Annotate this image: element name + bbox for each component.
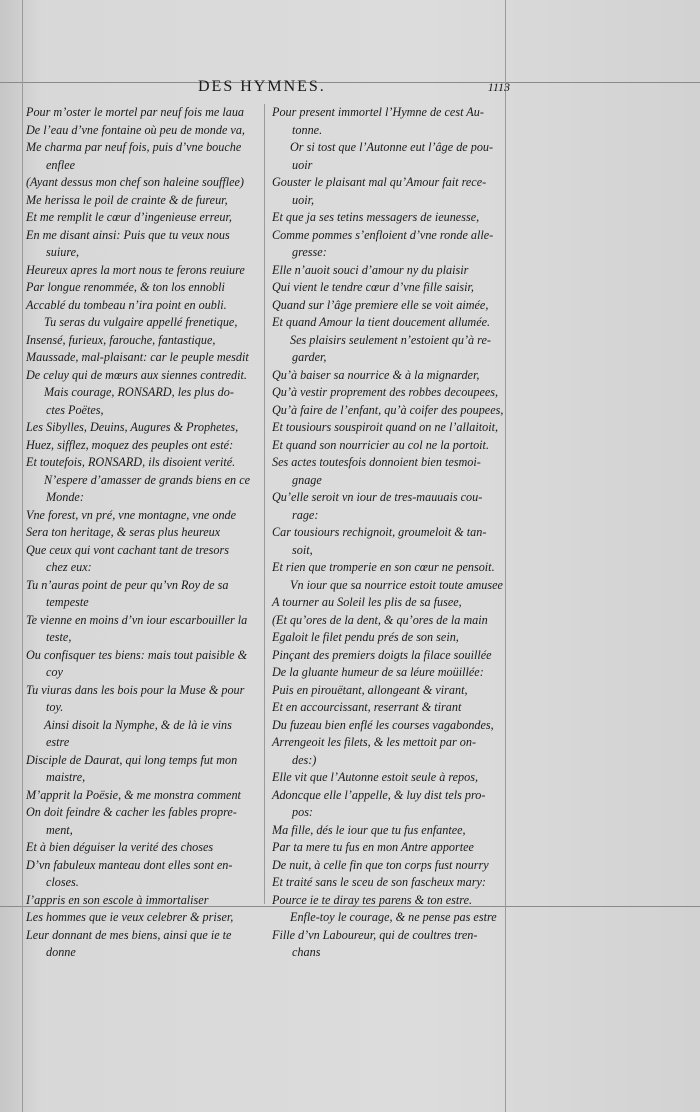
verse-line: ctes Poëtes, bbox=[46, 402, 104, 417]
verse-line: Qu’elle seroit vn iour de tres-mauuais cou- bbox=[272, 490, 483, 504]
verse-line: (Ayant dessus mon chef son haleine soufflee) bbox=[26, 175, 244, 189]
verse-line: De l’eau d’vne fontaine où peu de monde va, bbox=[26, 122, 245, 137]
verse-line: Qu’à vestir proprement des robbes decoupees, bbox=[272, 385, 499, 399]
page-number: 1113 bbox=[487, 80, 510, 94]
verse-line: De nuit, à celle fin que ton corps fust nourry bbox=[272, 857, 489, 872]
verse-line: Car tousiours rechignoit, groumeloit & tan- bbox=[272, 525, 487, 539]
verse-line: soit, bbox=[292, 542, 313, 557]
verse-line: Egaloit le filet pendu prés de son sein, bbox=[272, 630, 459, 644]
verse-line: Et que ja ses tetins messagers de ieunesse, bbox=[272, 210, 480, 224]
verse-line: I’appris en son escole à immortaliser bbox=[26, 892, 209, 907]
verse-line: pos: bbox=[292, 805, 313, 819]
verse-line: Elle vit que l’Autonne estoit seule à repos, bbox=[272, 770, 479, 784]
right-text-column bbox=[272, 104, 512, 962]
verse-line: Puis en pirouëtant, allongeant & virant, bbox=[272, 682, 468, 697]
verse-line: Insensé, furieux, farouche, fantastique, bbox=[26, 332, 216, 347]
verse-line: Tu n’auras point de peur qu’vn Roy de sa bbox=[26, 577, 229, 592]
verse-line: Pource ie te diray tes parens & ton estre. bbox=[272, 892, 473, 907]
verse-line: Les hommes que ie veux celebrer & priser, bbox=[26, 910, 234, 924]
running-title: DES HYMNES. bbox=[198, 78, 326, 95]
page-header bbox=[20, 78, 510, 104]
verse-line: Et me remplit le cœur d’ingenieuse erreur, bbox=[26, 210, 232, 224]
verse-line: Pour present immortel l’Hymne de cest Au- bbox=[272, 105, 484, 119]
verse-line: Or si tost que l’Autonne eut l’âge de pou- bbox=[290, 140, 494, 154]
verse-line: Pour m’oster le mortel par neuf fois me laua bbox=[26, 105, 245, 119]
verse-line: Accablé du tombeau n’ira point en oubli. bbox=[26, 297, 227, 312]
verse-line: Fille d’vn Laboureur, qui de coultres tren- bbox=[272, 927, 478, 942]
verse-line: De la gluante humeur de sa léure moüillée: bbox=[272, 665, 484, 679]
verse-line: Par longue renommée, & ton los ennobli bbox=[26, 280, 225, 294]
verse-line: Qui vient le tendre cœur d’vne fille saisir, bbox=[272, 280, 474, 294]
verse-line: closes. bbox=[46, 875, 79, 889]
verse-line: On doit feindre & cacher les fables propre- bbox=[26, 805, 237, 819]
verse-line: Mais courage, RONSARD, les plus do- bbox=[44, 385, 234, 399]
verse-line: Ses actes toutesfois donnoient bien tesmoi- bbox=[272, 455, 481, 469]
verse-line: Maussade, mal-plaisant: car le peuple mesdit bbox=[26, 350, 249, 364]
verse-line: Leur donnant de mes biens, ainsi que ie te bbox=[26, 927, 232, 942]
verse-line: maistre, bbox=[46, 770, 86, 784]
verse-line: Et quand son nourricier au col ne la portoit. bbox=[272, 437, 489, 452]
verse-line: Du fuzeau bien enflé les courses vagabondes, bbox=[272, 717, 494, 732]
verse-line: Tu seras du vulgaire appellé frenetique, bbox=[44, 315, 238, 329]
verse-line: gresse: bbox=[292, 245, 327, 259]
verse-line: Et à bien déguiser la verité des choses bbox=[26, 840, 214, 854]
verse-line: coy bbox=[46, 665, 63, 679]
verse-line: Te vienne en moins d’vn iour escarbouiller la bbox=[26, 612, 248, 627]
verse-line: Ou confisquer tes biens: mais tout paisible & bbox=[26, 647, 248, 662]
verse-line: Que ceux qui vont cachant tant de tresors bbox=[26, 542, 229, 557]
verse-line: Par ta mere tu fus en mon Antre apportee bbox=[272, 840, 474, 854]
verse-line: suiure, bbox=[46, 245, 80, 259]
verse-line: Qu’à faire de l’enfant, qu’à coifer des poupees, bbox=[272, 402, 504, 417]
verse-line: des:) bbox=[292, 752, 317, 767]
verse-line: Et quand Amour la tient doucement allumée. bbox=[272, 315, 491, 329]
verse-line: Pinçant des premiers doigts la filace souillée bbox=[272, 647, 492, 662]
verse-line: donne bbox=[46, 945, 76, 959]
verse-line: Arrengeoit les filets, & les mettoit par on- bbox=[272, 735, 477, 749]
verse-line: De celuy qui de mœurs aux siennes contredit. bbox=[26, 367, 247, 382]
verse-line: Vn iour que sa nourrice estoit toute amusee bbox=[290, 577, 503, 592]
column-divider bbox=[264, 104, 265, 904]
verse-line: teste, bbox=[46, 630, 72, 644]
verse-line: Et en accourcissant, reserrant & tirant bbox=[272, 700, 462, 714]
verse-line: Huez, sifflez, moquez des peuples ont esté: bbox=[26, 437, 234, 452]
verse-line: Comme pommes s’enfloient d’vne ronde alle- bbox=[272, 227, 494, 242]
verse-line: Elle n’auoit souci d’amour ny du plaisir bbox=[272, 262, 469, 277]
verse-line: rage: bbox=[292, 507, 319, 522]
verse-line: uoir bbox=[292, 157, 313, 172]
verse-line: N’espere d’amasser de grands biens en ce bbox=[44, 472, 251, 487]
verse-line: gnage bbox=[292, 472, 322, 487]
verse-line: (Et qu’ores de la dent, & qu’ores de la main bbox=[272, 612, 488, 627]
verse-line: garder, bbox=[292, 350, 327, 364]
verse-line: D’vn fabuleux manteau dont elles sont en- bbox=[26, 857, 233, 872]
verse-line: tonne. bbox=[292, 122, 323, 137]
verse-line: Et rien que tromperie en son cœur ne pensoit. bbox=[272, 560, 495, 574]
verse-line: Monde: bbox=[46, 490, 84, 504]
verse-line: chez eux: bbox=[46, 560, 92, 574]
verse-line: chans bbox=[292, 945, 321, 959]
verse-line: Sera ton heritage, & seras plus heureux bbox=[26, 525, 221, 539]
verse-line: Me herissa le poil de crainte & de fureur, bbox=[26, 192, 228, 207]
verse-line: M’apprit la Poësie, & me monstra comment bbox=[26, 787, 241, 802]
verse-line: Les Sibylles, Deuins, Augures & Prophetes, bbox=[26, 420, 239, 434]
verse-line: estre bbox=[46, 735, 70, 749]
verse-line: Enfle-toy le courage, & ne pense pas estre bbox=[290, 910, 497, 924]
verse-line: Vne forest, vn pré, vne montagne, vne onde bbox=[26, 507, 237, 522]
verse-line: tempeste bbox=[46, 595, 89, 609]
verse-line: Et toutefois, RONSARD, ils disoient verité. bbox=[26, 455, 236, 469]
verse-line: uoir, bbox=[292, 192, 315, 207]
scan-grid-line-left bbox=[22, 0, 23, 1112]
verse-line: Gouster le plaisant mal qu’Amour fait rece- bbox=[272, 175, 487, 189]
verse-line: Tu viuras dans les bois pour la Muse & pour bbox=[26, 682, 245, 697]
verse-line: Adoncque elle l’appelle, & luy dist tels pro- bbox=[272, 787, 486, 802]
verse-line: Qu’à baiser sa nourrice & à la mignarder, bbox=[272, 367, 480, 382]
verse-line: Heureux apres la mort nous te ferons reuiure bbox=[26, 262, 245, 277]
verse-line: enflee bbox=[46, 157, 76, 172]
verse-line: Me charma par neuf fois, puis d’vne bouche bbox=[26, 140, 242, 154]
verse-line: Disciple de Daurat, qui long temps fut mon bbox=[26, 752, 238, 767]
verse-line: Ainsi disoit la Nymphe, & de là ie vins bbox=[44, 717, 232, 732]
verse-line: Ses plaisirs seulement n’estoient qu’à re- bbox=[290, 332, 491, 347]
left-text-column bbox=[26, 104, 266, 962]
verse-line: En me disant ainsi: Puis que tu veux nous bbox=[26, 227, 230, 242]
verse-line: toy. bbox=[46, 700, 64, 714]
verse-line: Et traité sans le sceu de son fascheux mary: bbox=[272, 875, 486, 889]
verse-line: Quand sur l’âge premiere elle se voit aimée, bbox=[272, 297, 489, 312]
verse-line: ment, bbox=[46, 822, 73, 837]
verse-line: Ma fille, dés le iour que tu fus enfantee, bbox=[272, 822, 466, 837]
verse-line: A tourner au Soleil les plis de sa fusee, bbox=[272, 595, 462, 609]
verse-line: Et tousiours souspiroit quand on ne l’allaitoit, bbox=[272, 420, 499, 434]
